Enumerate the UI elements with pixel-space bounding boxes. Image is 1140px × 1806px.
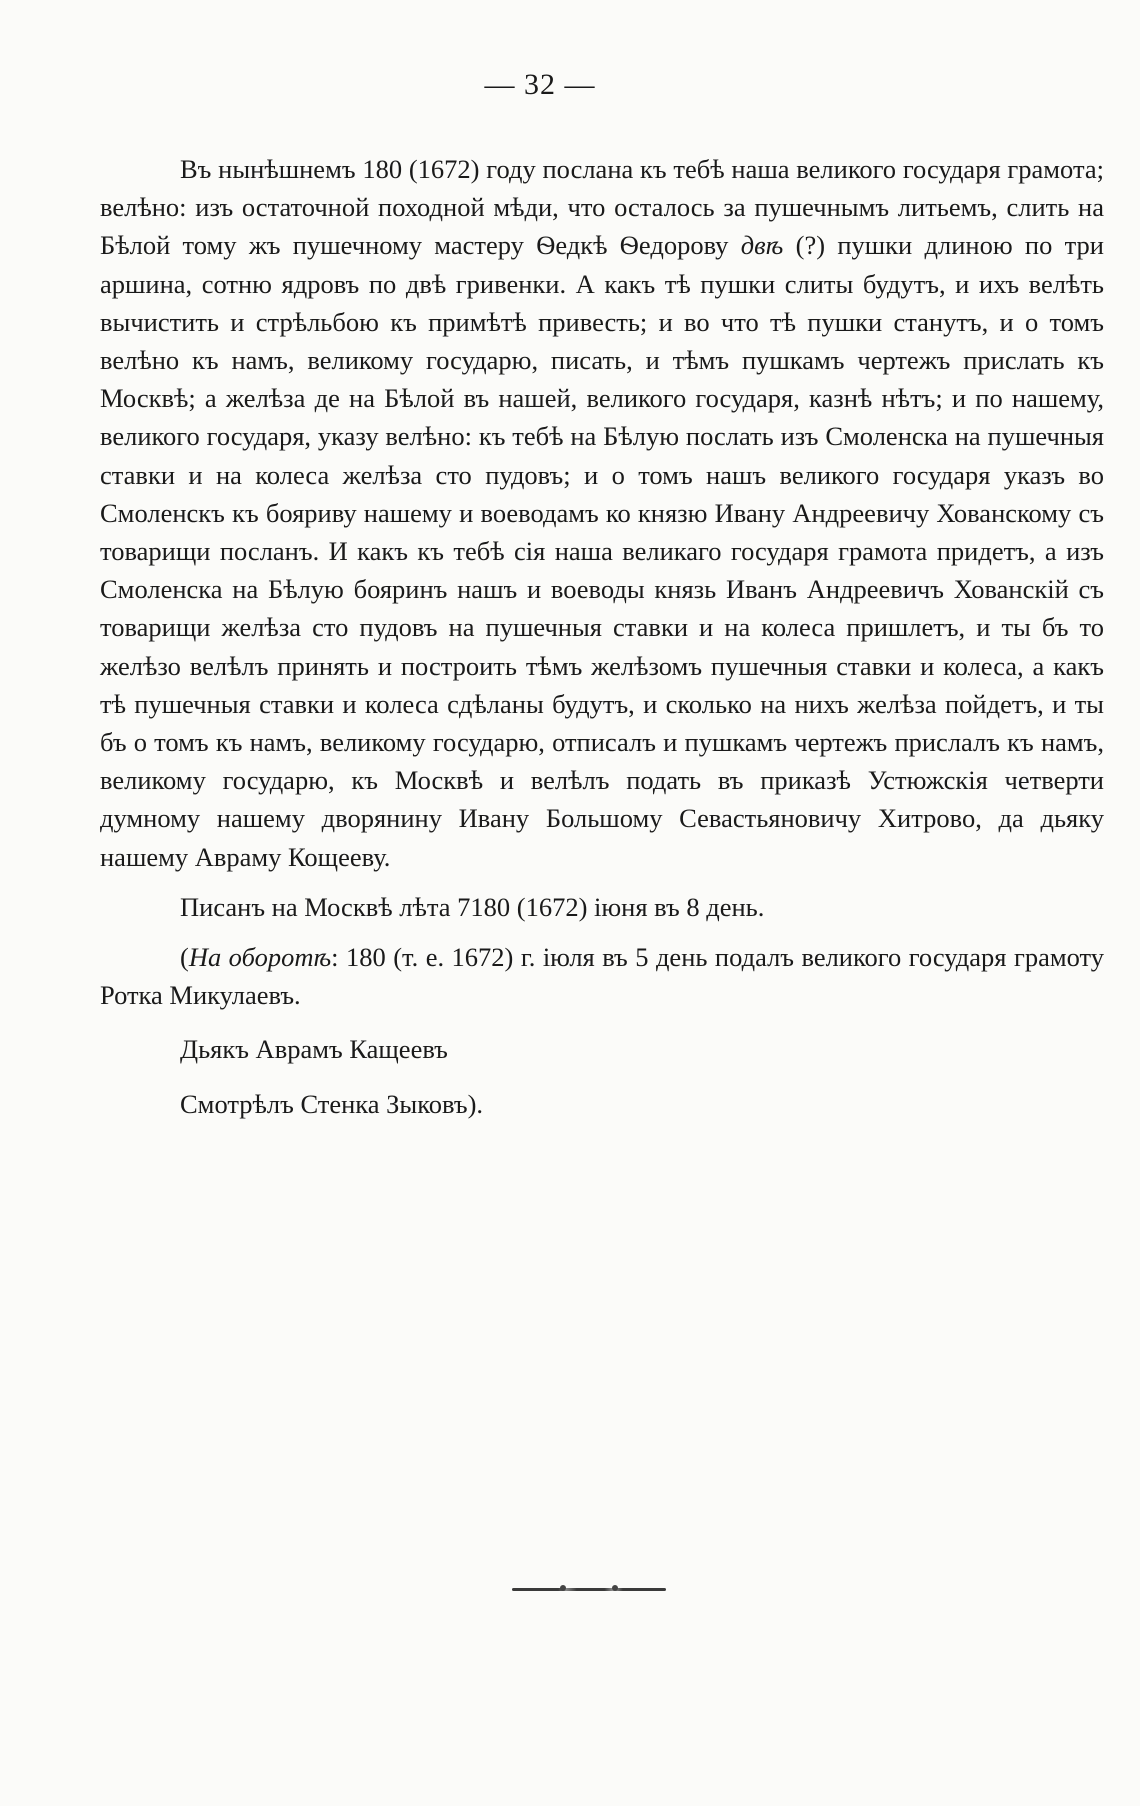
end-ornament bbox=[512, 1585, 666, 1593]
ornament-dot bbox=[612, 1585, 618, 1591]
page-number: — 32 — bbox=[484, 68, 596, 101]
ornament-dot bbox=[560, 1585, 566, 1591]
paragraph-reverse-open: ( bbox=[180, 942, 189, 973]
paragraph-reverse-note bbox=[100, 938, 1104, 1014]
signature-reviewer: Смотрѣлъ Стенка Зыковъ). bbox=[180, 1088, 484, 1119]
paragraph-date-written: Писанъ на Москвѣ лѣта 7180 (1672) іюня въ 8 день. bbox=[180, 891, 765, 922]
paragraph-main-text-start: Въ нынѣшнемъ 180 (1672) году послана къ тебѣ наша великого государя грамота; велѣно: изъ остаточной походной мѣди, что осталось за пушечнымъ литьемъ, слить на Бѣлой тому жъ пушечному мастеру Ѳедкѣ Ѳедорову bbox=[100, 154, 1104, 261]
document-body bbox=[100, 150, 1104, 1123]
paragraph-reverse-text: : 180 (т. е. 1672) г. іюля въ 5 день подалъ великого государя грамоту Ротка Микулаевъ. bbox=[100, 942, 1104, 1011]
paragraph-main-italic: двѣ bbox=[740, 230, 784, 261]
signature-clerk: Дьякъ Аврамъ Кащеевъ bbox=[180, 1034, 448, 1065]
paragraph-main-decree bbox=[100, 150, 1104, 876]
paragraph-main-text-end: (?) пушки длиною по три аршина, сотню ядровъ по двѣ гривенки. А какъ тѣ пушки слиты будутъ, и ихъ велѣть вычистить и стрѣльбою къ примѣтѣ привесть; и во что тѣ пушки станутъ, и о томъ велѣно къ намъ, великому государю, писать, и тѣмъ пушкамъ чертежъ прислать къ Москвѣ; а желѣза де на Бѣлой въ нашей, великого государя, казнѣ нѣтъ; и по нашему, великого государя, указу велѣно: къ тебѣ на Бѣлую послать изъ Смоленска на пушечныя ставки и на колеса желѣза сто пудовъ; и о томъ нашъ великого государя указъ во Смоленскъ къ бояриву нашему и воеводамъ ко князю Ивану Андреевичу Хованскому съ товарищи посланъ. И какъ къ тебѣ сія наша великаго государя грамота придетъ, а изъ Смоленска на Бѣлую бояринъ нашъ и воеводы князь Иванъ Андреевичъ Хованскій съ товарищи желѣза сто пудовъ на пушечныя ставки и на колеса пришлетъ, и ты бъ то желѣзо велѣлъ принять и построить тѣмъ желѣзомъ пушечныя ставки и колеса, а какъ тѣ пушечныя ставки и колеса сдѣланы будутъ, и сколько на нихъ желѣза пойдетъ, и ты бъ о томъ къ намъ, великому государю, отписалъ и пушкамъ чертежъ прислалъ къ намъ, великому государю, къ Москвѣ и велѣлъ подать въ приказѣ Устюжскія четверти думному нашему дворянину Ивану Большому Севастьяновичу Хитрово, да дьяку нашему Авраму Кощееву. bbox=[100, 230, 1104, 872]
ornament-bar bbox=[512, 1588, 666, 1591]
paragraph-reverse-italic: На оборотѣ bbox=[188, 942, 332, 973]
